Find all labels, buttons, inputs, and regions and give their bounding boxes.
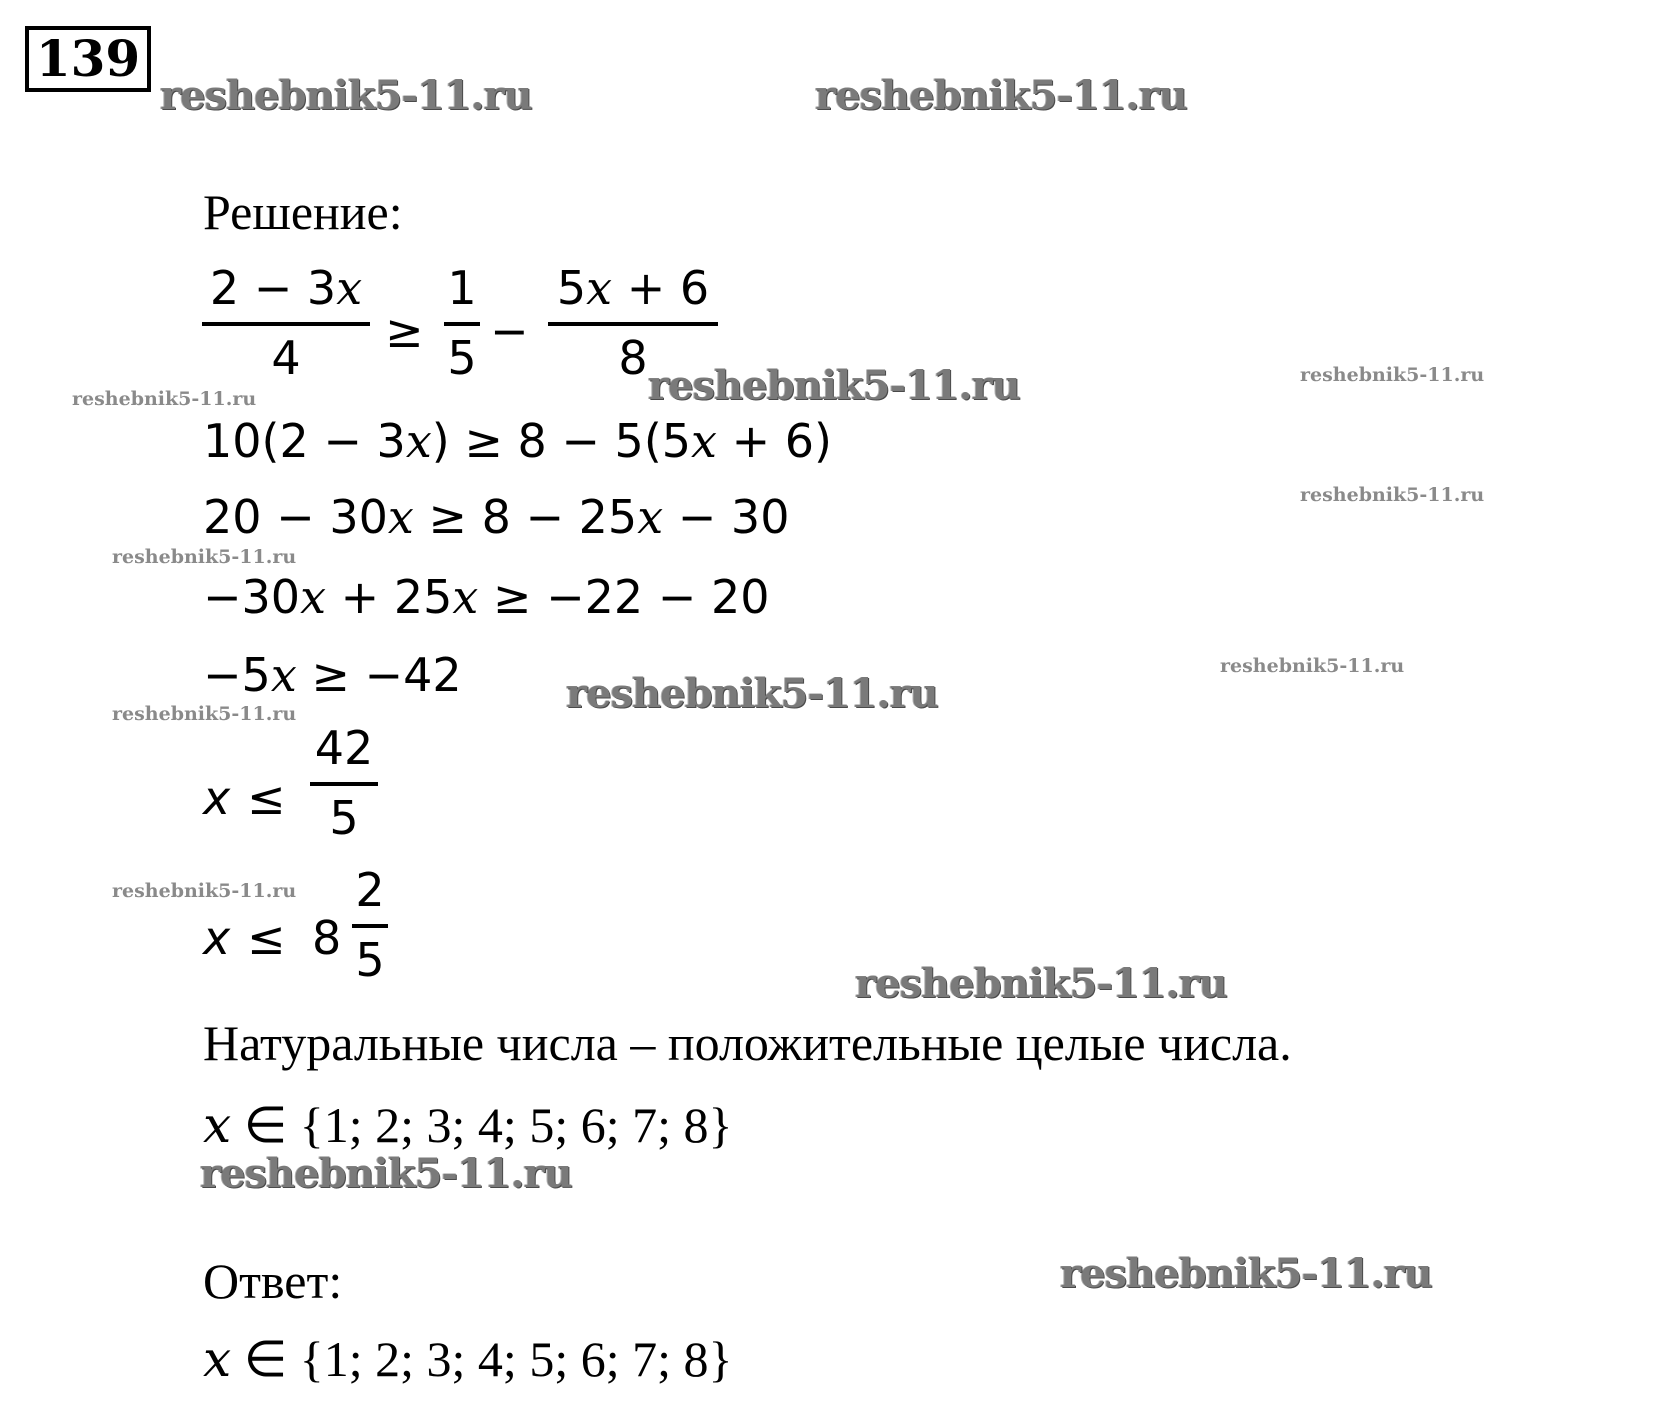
watermark: reshebnik5-11.ru	[200, 1150, 572, 1197]
answer-set: x ∈ {1; 2; 3; 4; 5; 6; 7; 8}	[203, 1330, 733, 1388]
variable-x: x	[203, 771, 231, 825]
fraction-mid	[444, 262, 480, 384]
fraction-42-5	[310, 722, 378, 844]
fraction-bar	[548, 322, 718, 326]
relation-sign: ≤	[247, 771, 286, 825]
lhs-numerator: 2 − 3	[209, 261, 337, 315]
fraction-bar	[352, 924, 388, 928]
fraction-lhs	[202, 262, 370, 384]
watermark: reshebnik5-11.ru	[1220, 655, 1405, 677]
step-5-line: −5x ≥ −42	[203, 648, 462, 702]
mid-denominator: 5	[447, 331, 477, 385]
fraction-bar	[202, 322, 370, 326]
watermark: reshebnik5-11.ru	[112, 546, 297, 568]
watermark: reshebnik5-11.ru	[112, 703, 297, 725]
variable-x: x	[452, 570, 479, 624]
variable-x: x	[336, 261, 363, 315]
variable-x: x	[405, 414, 432, 468]
rhs-numerator-const: + 6	[612, 261, 710, 315]
step-4-line: −30x + 25x ≥ −22 − 20	[203, 570, 770, 624]
numerator: 2	[355, 863, 385, 917]
fraction-bar	[444, 322, 480, 326]
watermark: reshebnik5-11.ru	[72, 388, 257, 410]
relation-sign: ≤	[247, 911, 286, 965]
watermark: reshebnik5-11.ru	[1300, 484, 1485, 506]
fraction-rhs	[548, 262, 718, 384]
rhs-numerator-coef: 5	[556, 261, 587, 315]
answer-label: Ответ:	[203, 1253, 343, 1309]
watermark: reshebnik5-11.ru	[648, 362, 1020, 409]
mid-numerator: 1	[447, 261, 477, 315]
fraction-2-5	[352, 864, 388, 986]
variable-x: x	[203, 1096, 232, 1154]
watermark: reshebnik5-11.ru	[1300, 364, 1485, 386]
fraction-bar	[310, 782, 378, 786]
variable-x: x	[691, 414, 717, 468]
denominator: 5	[355, 933, 385, 987]
problem-number: 139	[25, 26, 151, 92]
lhs-denominator: 4	[271, 331, 301, 385]
step-2-line: 10(2 − 3x) ≥ 8 − 5(5x + 6)	[203, 414, 832, 468]
watermark: reshebnik5-11.ru	[112, 880, 297, 902]
relation-sign: ≥	[385, 304, 424, 358]
variable-x: x	[300, 570, 327, 624]
variable-x: x	[203, 1330, 232, 1388]
variable-x: x	[586, 261, 613, 315]
watermark: reshebnik5-11.ru	[566, 670, 938, 717]
watermark: reshebnik5-11.ru	[160, 72, 532, 119]
watermark: reshebnik5-11.ru	[855, 960, 1227, 1007]
note-text: Натуральные числа – положительные целые числа.	[203, 1015, 1292, 1071]
minus-sign: −	[490, 304, 529, 358]
watermark: reshebnik5-11.ru	[815, 72, 1187, 119]
step-3-line: 20 − 30x ≥ 8 − 25x − 30	[203, 490, 790, 544]
variable-x: x	[203, 911, 231, 965]
watermark: reshebnik5-11.ru	[1060, 1250, 1432, 1297]
solution-set: x ∈ {1; 2; 3; 4; 5; 6; 7; 8}	[203, 1096, 733, 1154]
variable-x: x	[637, 490, 664, 544]
whole-part: 8	[312, 911, 342, 965]
variable-x: x	[387, 490, 414, 544]
numerator: 42	[314, 721, 374, 775]
denominator: 5	[329, 791, 359, 845]
rhs-denominator: 8	[618, 331, 648, 385]
variable-x: x	[270, 648, 297, 702]
solution-heading: Решение:	[203, 184, 403, 240]
